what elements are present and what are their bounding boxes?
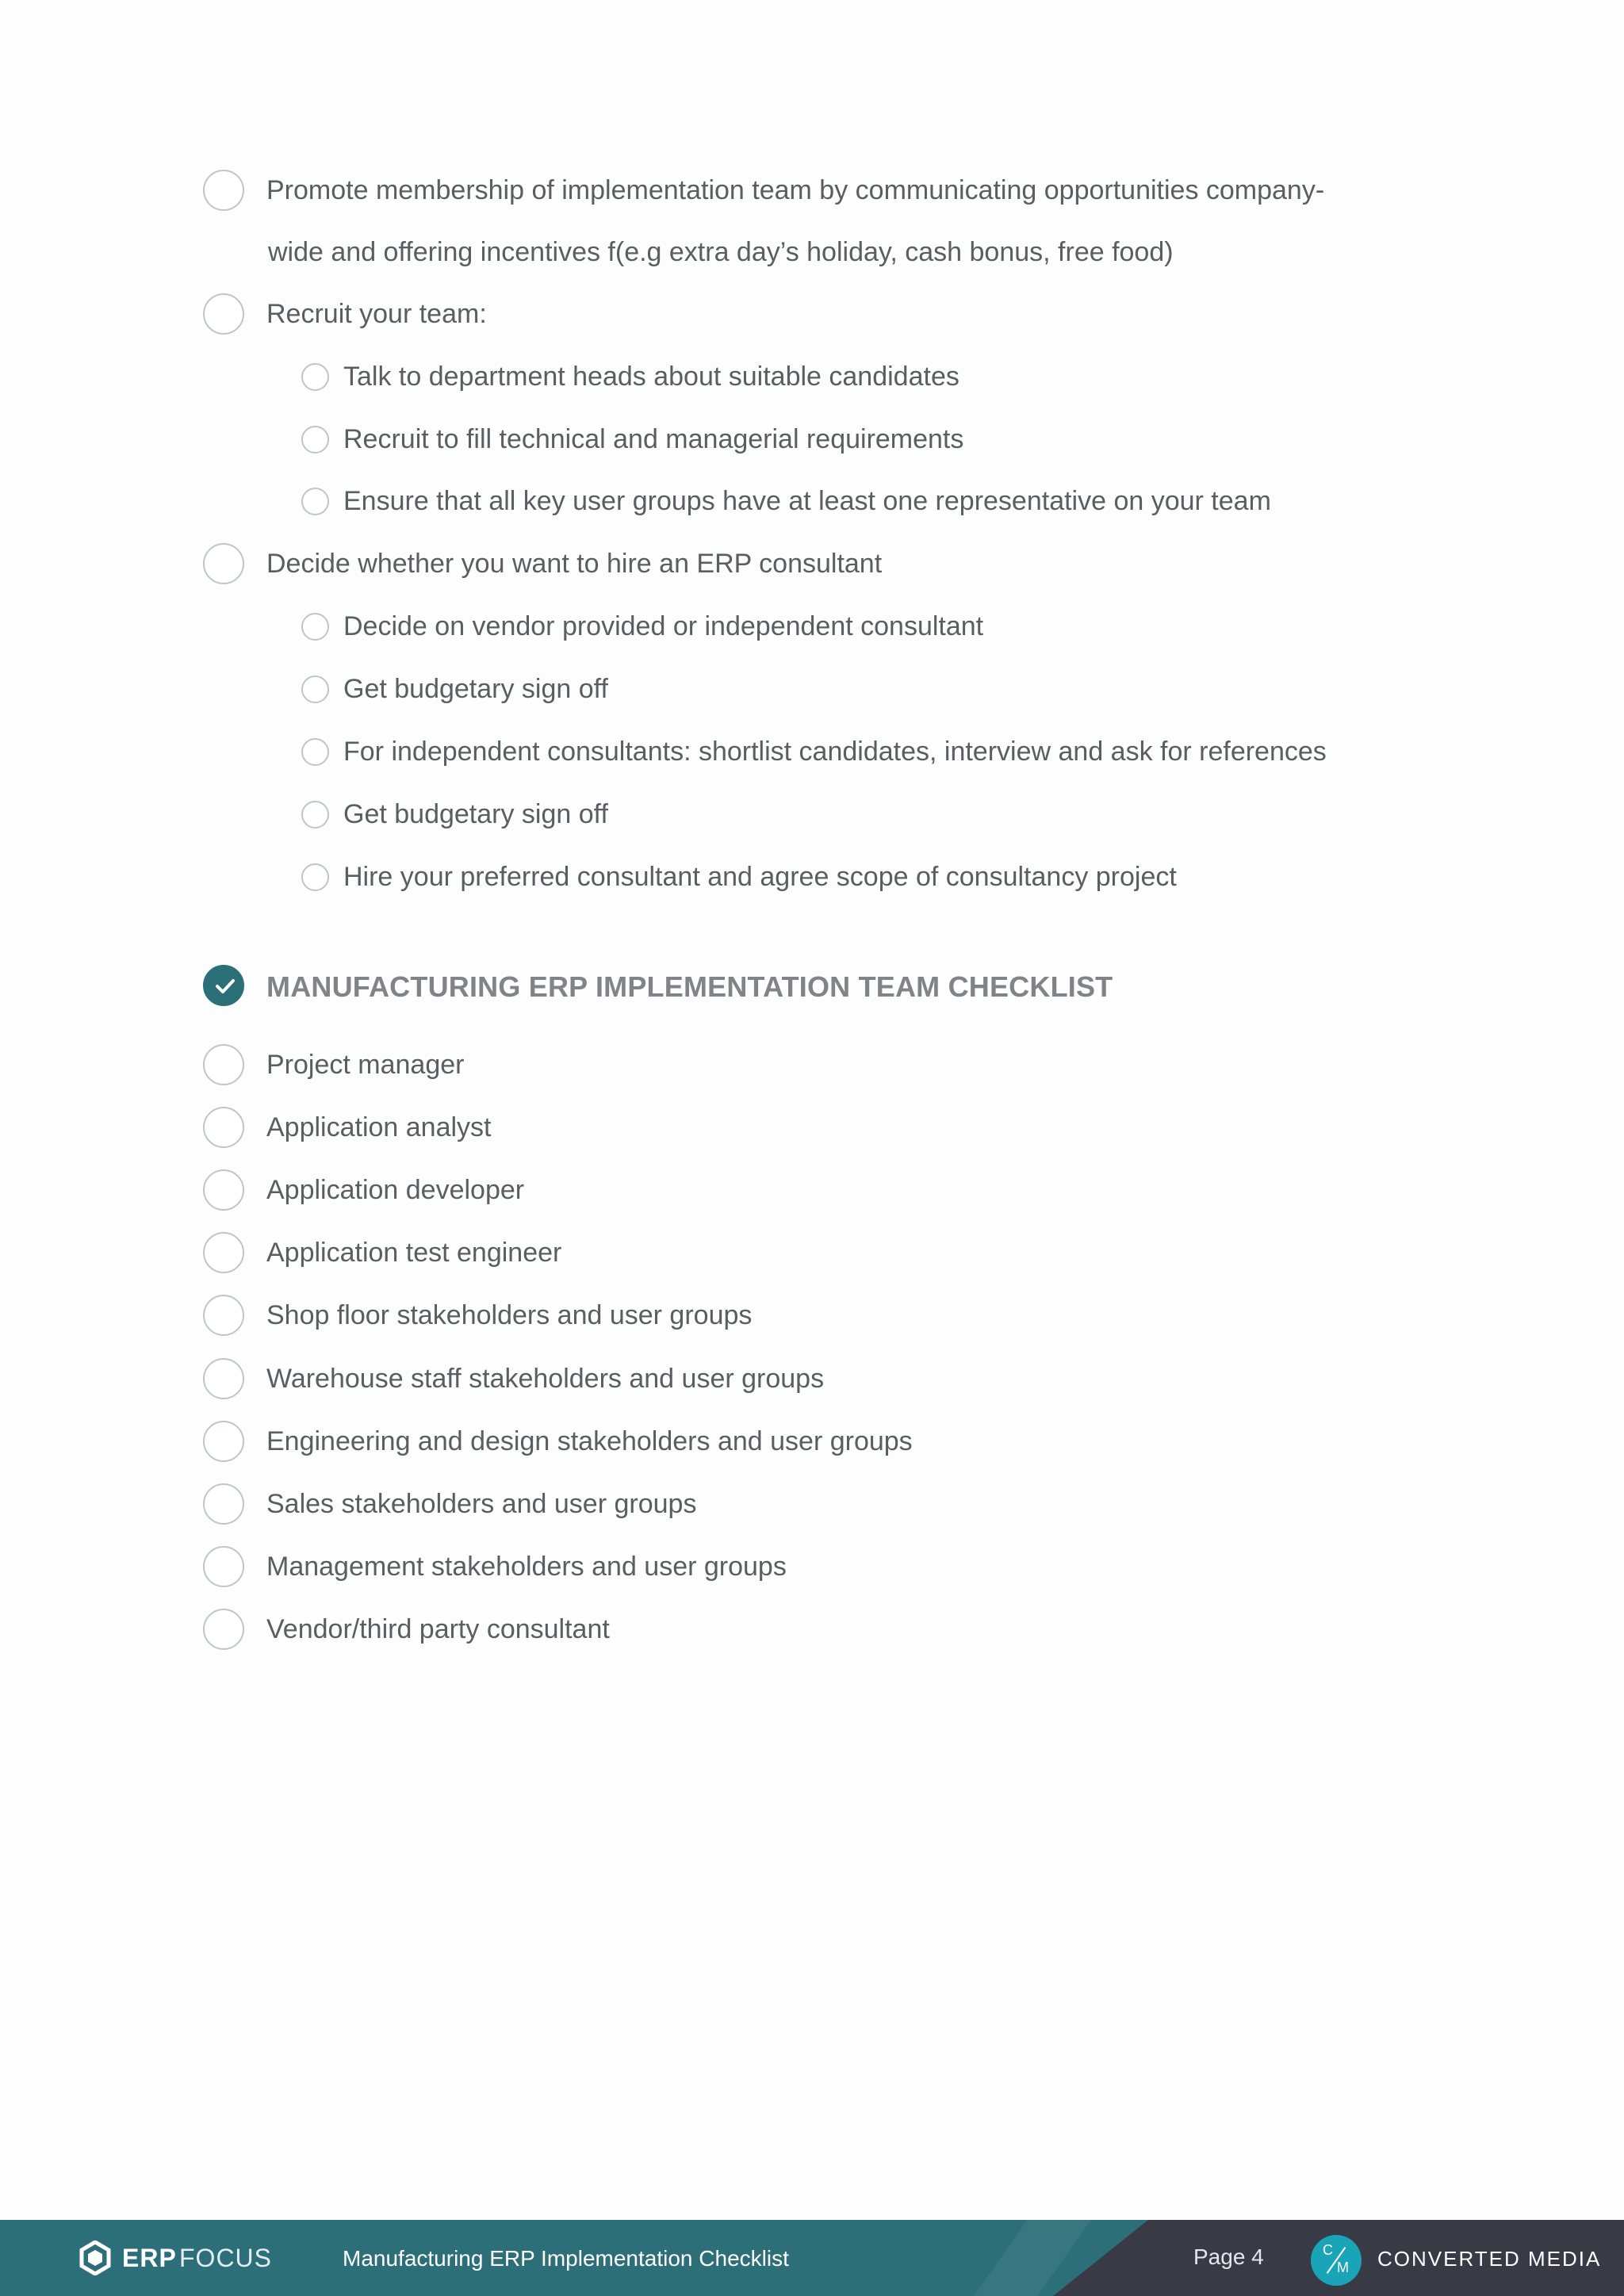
checklist-item-text: wide and offering incentives f(e.g extra day’s holiday, cash bonus, free food) (268, 237, 1174, 267)
checkbox-circle[interactable] (203, 1044, 244, 1085)
team-role-text: Warehouse staff stakeholders and user groups (266, 1364, 825, 1394)
team-role-text: Application analyst (266, 1112, 492, 1142)
checkbox-circle[interactable] (301, 488, 329, 515)
checkbox-circle[interactable] (203, 293, 244, 335)
team-role-text: Engineering and design stakeholders and user groups (266, 1426, 913, 1456)
section-check-icon (203, 965, 244, 1006)
page-number: Page 4 (1193, 2244, 1264, 2269)
checkbox-circle[interactable] (203, 1609, 244, 1650)
team-role-text: Shop floor stakeholders and user groups (266, 1300, 753, 1330)
checklist-item-text: Decide whether you want to hire an ERP consultant (266, 549, 883, 579)
team-role-text: Sales stakeholders and user groups (266, 1489, 697, 1519)
page-footer (0, 2220, 1624, 2296)
checkbox-circle[interactable] (301, 363, 329, 391)
team-role-text: Management stakeholders and user groups (266, 1552, 787, 1582)
checklist-item-text: Promote membership of implementation team by communicating opportunities company- (266, 175, 1325, 205)
checklist-item-text: Get budgetary sign off (343, 674, 608, 704)
checklist-item-text: Recruit your team: (266, 299, 487, 329)
checkbox-circle[interactable] (301, 426, 329, 453)
team-role-text: Application developer (266, 1175, 525, 1205)
partner-name: CONVERTED MEDIA (1377, 2247, 1602, 2271)
brand-light: FOCUS (179, 2244, 272, 2272)
team-role-text: Vendor/third party consultant (266, 1614, 610, 1644)
checklist-item-text: Decide on vendor provided or independent consultant (343, 611, 984, 641)
checkbox-circle[interactable] (203, 1358, 244, 1399)
team-role-text: Project manager (266, 1050, 465, 1080)
checkbox-circle[interactable] (203, 1295, 244, 1336)
checklist-item-text: Ensure that all key user groups have at least one representative on your team (343, 486, 1271, 516)
checkbox-circle[interactable] (203, 1421, 244, 1462)
checkbox-circle[interactable] (203, 1546, 244, 1587)
checkbox-circle[interactable] (203, 1107, 244, 1148)
checkbox-circle[interactable] (301, 738, 329, 766)
checklist-item-text: For independent consultants: shortlist candidates, interview and ask for references (343, 737, 1327, 767)
footer-document-title: Manufacturing ERP Implementation Checklist (343, 2246, 789, 2271)
erpfocus-logo-icon (78, 2241, 113, 2275)
checklist-item-text: Recruit to fill technical and managerial requirements (343, 424, 964, 454)
checkbox-circle[interactable] (203, 1483, 244, 1525)
checkbox-circle[interactable] (203, 170, 244, 211)
checkbox-circle[interactable] (301, 863, 329, 891)
checklist-item-text: Get budgetary sign off (343, 799, 608, 829)
team-role-text: Application test engineer (266, 1238, 562, 1268)
converted-media-logo-icon: C M (1311, 2235, 1362, 2286)
checkbox-circle[interactable] (301, 613, 329, 641)
section-heading: MANUFACTURING ERP IMPLEMENTATION TEAM CHECKLIST (266, 970, 1113, 1003)
brand-bold: ERP (122, 2244, 177, 2272)
checkbox-circle[interactable] (301, 675, 329, 703)
checkbox-circle[interactable] (301, 801, 329, 828)
checklist-item-text: Talk to department heads about suitable candidates (343, 362, 959, 392)
checkbox-circle[interactable] (203, 1169, 244, 1211)
checkbox-circle[interactable] (203, 543, 244, 584)
checklist-item-text: Hire your preferred consultant and agree scope of consultancy project (343, 862, 1177, 892)
checkbox-circle[interactable] (203, 1232, 244, 1273)
